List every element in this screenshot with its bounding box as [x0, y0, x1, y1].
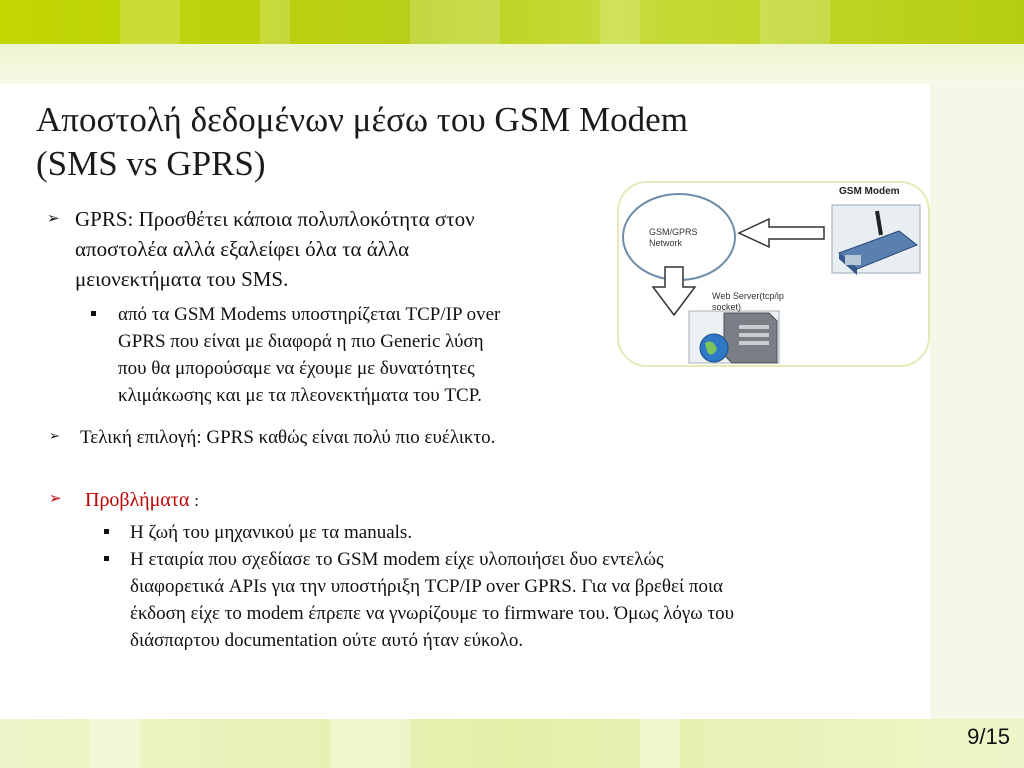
gprs-bullet-line-1: GPRS: Προσθέτει κάποια πολυπλοκότητα στον — [75, 207, 475, 231]
arrow-bullet-icon: ➢ — [47, 209, 60, 227]
web-server-icon — [689, 311, 779, 363]
network-label-line-1: GSM/GPRS — [649, 227, 698, 237]
modem-label: GSM Modem — [839, 186, 900, 197]
arrow-bullet-icon: ➢ — [49, 489, 62, 507]
problems-colon: : — [194, 491, 200, 510]
gprs-sub-line-4: κλιμάκωσης και με τα πλεονεκτήματα του TCP. — [118, 385, 482, 406]
gprs-bullet-line-3: μειονεκτήματα του SMS. — [75, 267, 289, 291]
problems-label: Προβλήματα — [85, 489, 190, 511]
gprs-sub-line-2: GPRS που είναι με διαφορά η πιο Generic λύση — [118, 331, 484, 352]
server-label-line-2: socket) — [712, 302, 742, 312]
diagram-shapes — [619, 183, 928, 365]
problem-2-line-4: διάσπαρτου documentation ούτε αυτό ήταν εύκολο. — [130, 630, 524, 651]
square-bullet-icon — [91, 311, 96, 316]
problem-1: Η ζωή του μηχανικού με τα manuals. — [130, 522, 413, 543]
gsm-modem-icon — [832, 205, 920, 275]
problem-2-line-3: έκδοση είχε το modem έπρεπε να γνωρίζουμε το firmware του. Όμως λόγω του — [130, 603, 735, 624]
title-line-2: (SMS vs GPRS) — [36, 144, 266, 183]
square-bullet-icon — [104, 556, 109, 561]
square-bullet-icon — [104, 529, 109, 534]
problem-2-line-1: Η εταιρία που σχεδίασε το GSM modem είχε υλοποιήσει δυο εντελώς — [130, 549, 664, 570]
gprs-sub-line-3: που θα μπορούσαμε να έχουμε με δυνατότητες — [118, 358, 475, 379]
top-decoration-band — [0, 0, 1024, 44]
bottom-decoration-band — [0, 719, 1024, 768]
network-diagram — [617, 181, 930, 367]
final-choice-bullet: Τελική επιλογή: GPRS καθώς είναι πολύ πιο ευέλικτο. — [80, 427, 496, 448]
gprs-bullet-line-2: αποστολέα αλλά εξαλείφει όλα τα άλλα — [75, 237, 410, 261]
arrow-bullet-icon: ➢ — [49, 429, 60, 444]
title-line-1: Αποστολή δεδομένων μέσω του GSM Modem — [36, 100, 688, 139]
problem-2-line-2: διαφορετικά APIs για την υποστήριξη TCP/IP over GPRS. Για να βρεθεί ποια — [130, 576, 724, 597]
network-label-line-2: Network — [649, 238, 683, 248]
slide-title — [36, 98, 688, 186]
top-soft-band — [0, 44, 1024, 84]
page-number: 9/15 — [967, 724, 1010, 749]
server-label-line-1: Web Server(tcp/ip — [712, 291, 784, 301]
left-arrow-icon — [739, 219, 824, 247]
problems-heading — [85, 485, 199, 516]
gprs-sub-line-1: από τα GSM Modems υποστηρίζεται TCP/IP over — [118, 304, 501, 325]
right-margin-strip — [930, 84, 1024, 719]
